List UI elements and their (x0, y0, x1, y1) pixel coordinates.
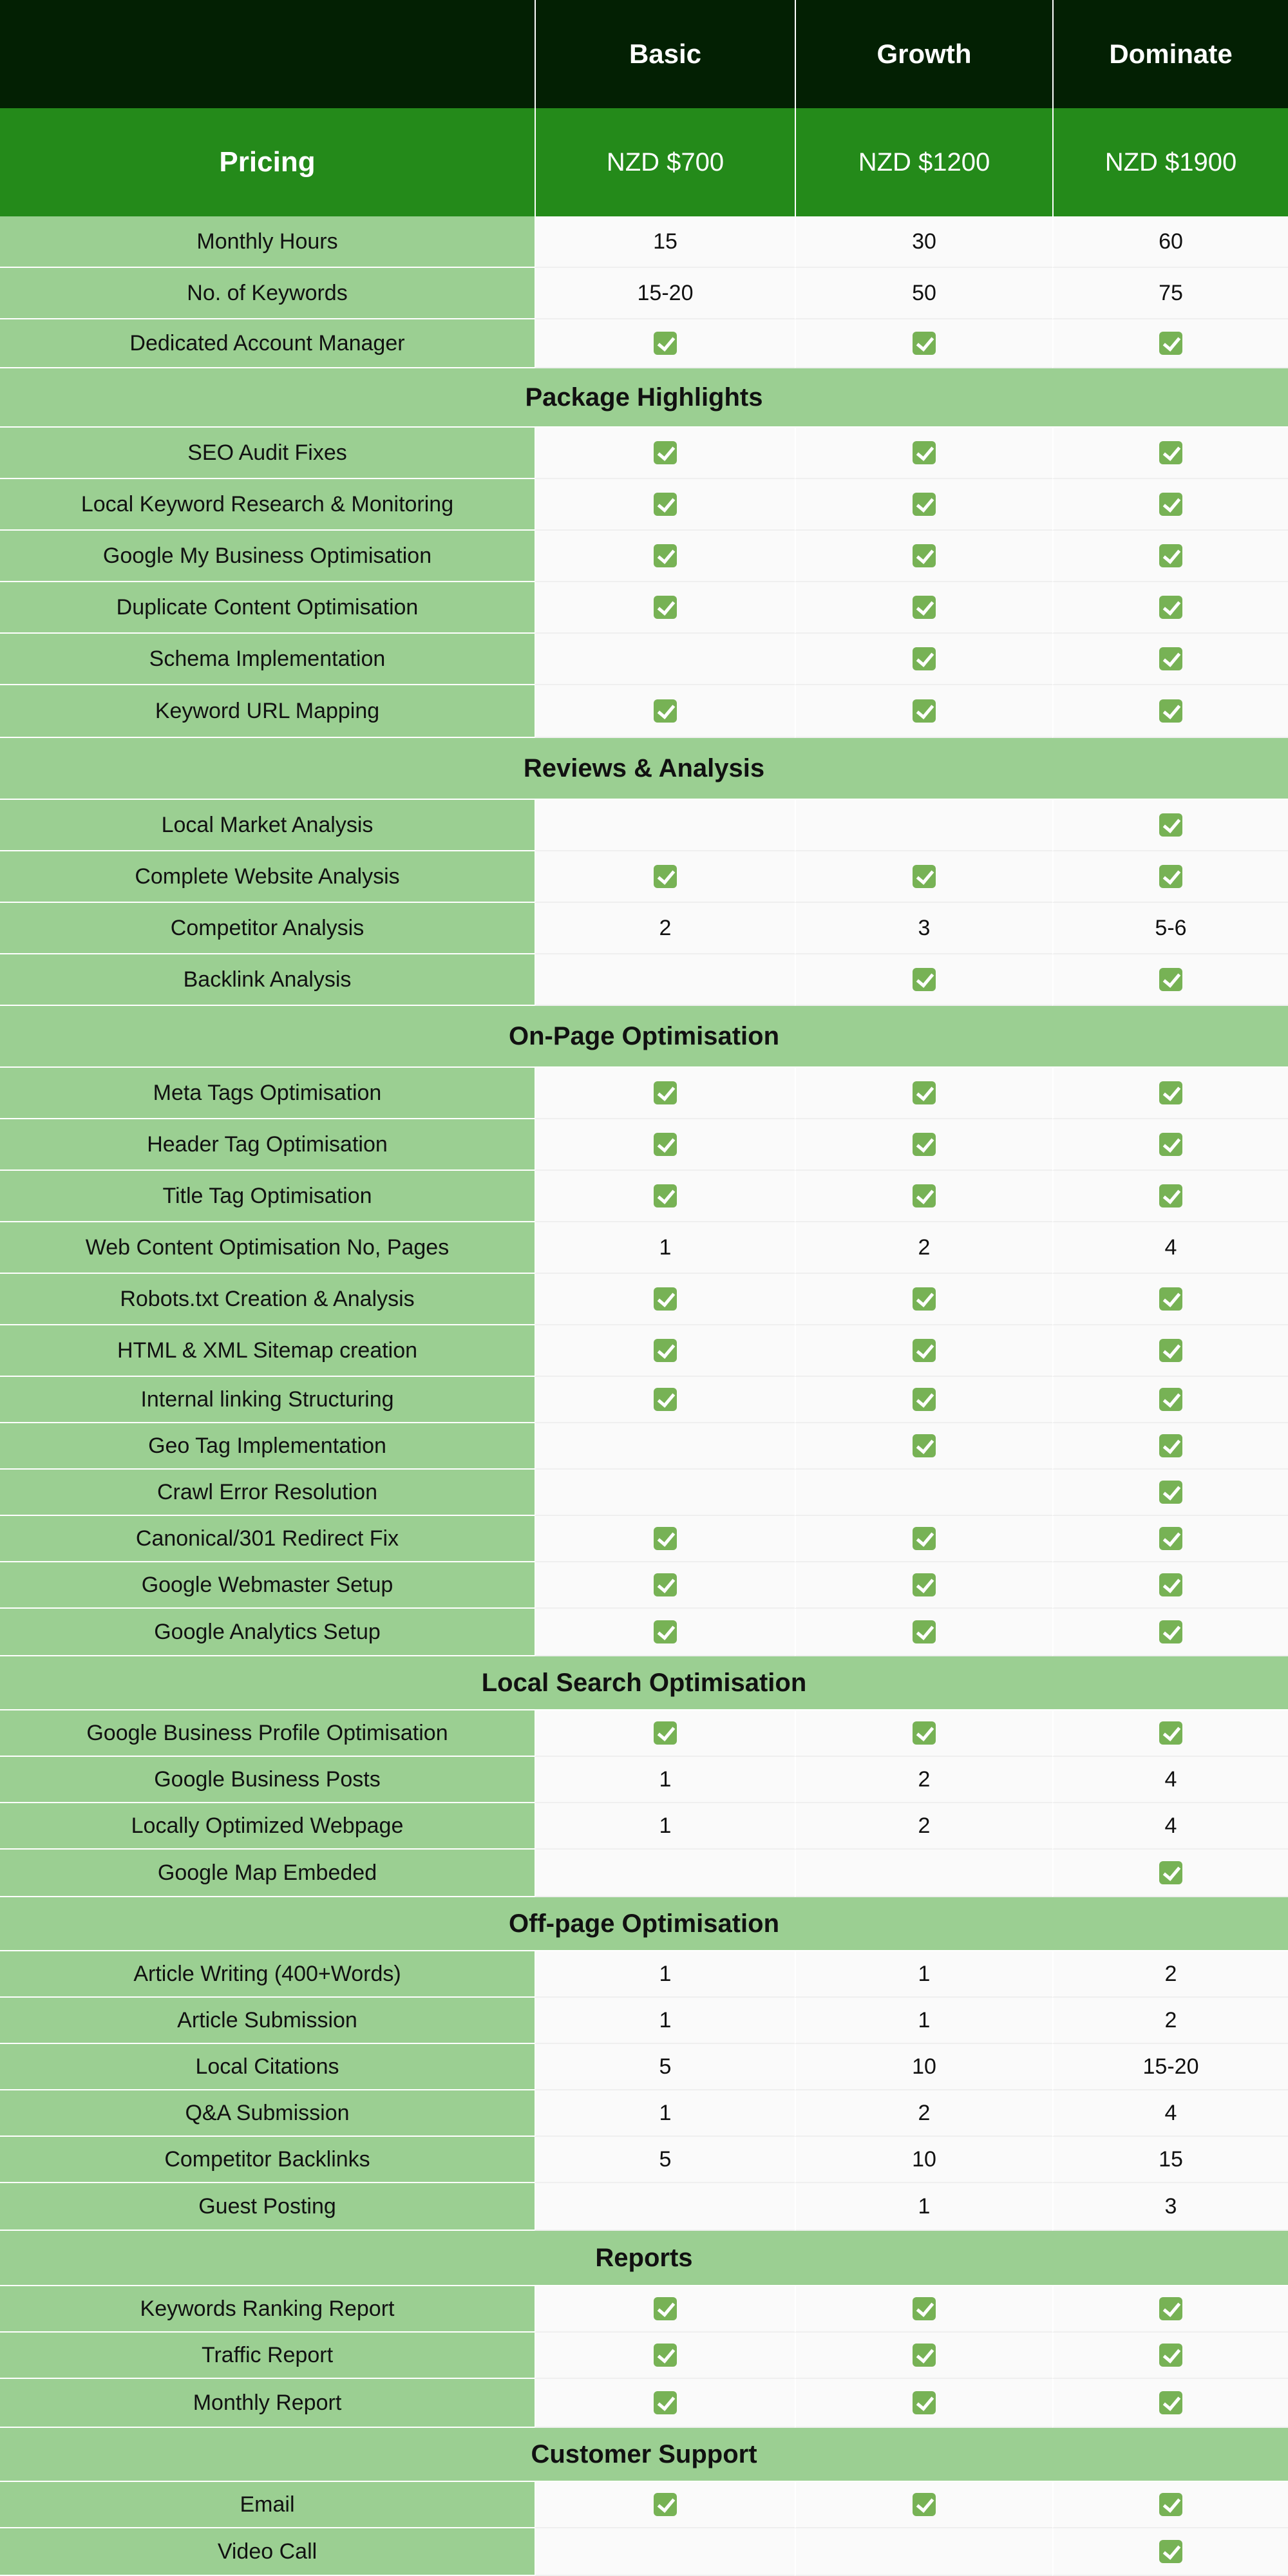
value-basic: 1 (535, 2090, 795, 2137)
feature-label: Complete Website Analysis (0, 851, 535, 903)
value-basic (535, 1562, 795, 1609)
section-header: Off-page Optimisation (0, 1897, 1288, 1951)
value-growth (795, 954, 1052, 1006)
table-row (0, 1951, 1288, 1998)
value-dominate: 4 (1052, 1757, 1288, 1803)
feature-label: Email (0, 2482, 535, 2528)
value-dominate (1052, 800, 1288, 851)
price-dominate: NZD $1900 (1052, 108, 1288, 216)
value-growth (795, 428, 1052, 479)
table-row (0, 851, 1288, 903)
pricing-label: Pricing (219, 146, 316, 178)
value-growth (795, 1274, 1052, 1325)
value-basic (535, 1274, 795, 1325)
value-dominate (1052, 531, 1288, 582)
value-growth (795, 582, 1052, 634)
check-mark-icon (913, 1081, 936, 1104)
table-row (0, 903, 1288, 954)
value-growth (795, 1423, 1052, 1470)
check-mark-icon (654, 2391, 677, 2414)
value-growth: 2 (795, 1803, 1052, 1850)
section-header: Reports (0, 2231, 1288, 2286)
value-dominate (1052, 1609, 1288, 1656)
value-basic (535, 1119, 795, 1171)
check-mark-icon (654, 2344, 677, 2367)
check-mark-icon (654, 1287, 677, 1311)
check-mark-icon (1159, 2344, 1182, 2367)
check-mark-icon (913, 441, 936, 464)
value-basic (535, 428, 795, 479)
value-basic (535, 800, 795, 851)
check-mark-icon (1159, 1434, 1182, 1457)
feature-label: Local Market Analysis (0, 800, 535, 851)
check-mark-icon (654, 2493, 677, 2516)
feature-label: Schema Implementation (0, 634, 535, 685)
value-dominate (1052, 1516, 1288, 1562)
value-growth (795, 319, 1052, 368)
feature-label: Backlink Analysis (0, 954, 535, 1006)
plan-name-growth: Growth (795, 0, 1052, 108)
table-row (0, 1562, 1288, 1609)
value-basic (535, 634, 795, 685)
table-row (0, 1222, 1288, 1274)
header-corner (0, 0, 535, 108)
value-growth (795, 2528, 1052, 2576)
check-mark-icon (1159, 1133, 1182, 1156)
value-basic: 15 (535, 216, 795, 268)
check-mark-icon (1159, 647, 1182, 670)
table-row (0, 319, 1288, 368)
feature-label: Google Analytics Setup (0, 1609, 535, 1656)
section-header: Reviews & Analysis (0, 738, 1288, 800)
check-mark-icon (913, 2344, 936, 2367)
check-mark-icon (1159, 1527, 1182, 1550)
value-dominate (1052, 2528, 1288, 2576)
plan-name-basic: Basic (535, 0, 795, 108)
value-dominate: 15-20 (1052, 2044, 1288, 2090)
value-dominate (1052, 1325, 1288, 1377)
check-mark-icon (654, 2297, 677, 2320)
table-row (0, 2528, 1288, 2576)
check-mark-icon (1159, 1184, 1182, 1208)
check-mark-icon (1159, 2297, 1182, 2320)
check-mark-icon (654, 1721, 677, 1745)
value-dominate (1052, 1710, 1288, 1757)
value-basic: 1 (535, 1222, 795, 1274)
value-growth (795, 851, 1052, 903)
feature-label: Google Webmaster Setup (0, 1562, 535, 1609)
feature-label: Canonical/301 Redirect Fix (0, 1516, 535, 1562)
check-mark-icon (913, 544, 936, 567)
table-row (0, 2286, 1288, 2333)
value-growth: 1 (795, 1951, 1052, 1998)
check-mark-icon (654, 1081, 677, 1104)
section-header: Package Highlights (0, 368, 1288, 428)
feature-label: No. of Keywords (0, 268, 535, 319)
value-basic (535, 479, 795, 531)
price-basic: NZD $700 (535, 108, 795, 216)
value-dominate (1052, 685, 1288, 738)
table-row (0, 2333, 1288, 2379)
section-header: Local Search Optimisation (0, 1656, 1288, 1710)
check-mark-icon (913, 865, 936, 888)
value-dominate: 2 (1052, 1998, 1288, 2044)
check-mark-icon (913, 596, 936, 619)
value-growth (795, 1850, 1052, 1897)
value-basic: 1 (535, 1998, 795, 2044)
value-basic (535, 1423, 795, 1470)
value-dominate (1052, 1850, 1288, 1897)
check-mark-icon (1159, 596, 1182, 619)
value-growth (795, 1609, 1052, 1656)
value-dominate (1052, 1562, 1288, 1609)
feature-label: Keywords Ranking Report (0, 2286, 535, 2333)
feature-label: Google Business Posts (0, 1757, 535, 1803)
check-mark-icon (913, 1620, 936, 1643)
table-row (0, 268, 1288, 319)
feature-label: Duplicate Content Optimisation (0, 582, 535, 634)
feature-label: Monthly Report (0, 2379, 535, 2428)
check-mark-icon (1159, 2391, 1182, 2414)
table-row (0, 1803, 1288, 1850)
feature-label: Guest Posting (0, 2183, 535, 2231)
value-dominate (1052, 1171, 1288, 1222)
table-row (0, 685, 1288, 738)
value-growth: 3 (795, 903, 1052, 954)
value-growth (795, 685, 1052, 738)
value-basic: 1 (535, 1757, 795, 1803)
value-dominate (1052, 2286, 1288, 2333)
table-row (0, 2044, 1288, 2090)
value-dominate (1052, 428, 1288, 479)
table-row (0, 2379, 1288, 2428)
check-mark-icon (913, 1133, 936, 1156)
value-basic (535, 2528, 795, 2576)
value-basic (535, 2333, 795, 2379)
table-row (0, 582, 1288, 634)
check-mark-icon (1159, 1481, 1182, 1504)
check-mark-icon (913, 699, 936, 723)
check-mark-icon (1159, 1861, 1182, 1884)
check-mark-icon (1159, 1721, 1182, 1745)
value-basic (535, 1850, 795, 1897)
section-header: Customer Support (0, 2428, 1288, 2482)
check-mark-icon (913, 493, 936, 516)
check-mark-icon (1159, 1620, 1182, 1643)
feature-label: Dedicated Account Manager (0, 319, 535, 368)
check-mark-icon (1159, 1339, 1182, 1362)
value-dominate (1052, 2379, 1288, 2428)
value-growth (795, 1710, 1052, 1757)
value-growth: 2 (795, 2090, 1052, 2137)
value-growth (795, 634, 1052, 685)
value-basic (535, 2482, 795, 2528)
value-basic (535, 851, 795, 903)
feature-label: Keyword URL Mapping (0, 685, 535, 738)
check-mark-icon (913, 1573, 936, 1596)
value-growth: 2 (795, 1222, 1052, 1274)
table-row (0, 2183, 1288, 2231)
value-basic: 2 (535, 903, 795, 954)
value-basic (535, 1710, 795, 1757)
value-dominate (1052, 1423, 1288, 1470)
check-mark-icon (913, 1184, 936, 1208)
value-dominate (1052, 1068, 1288, 1119)
check-mark-icon (654, 1339, 677, 1362)
check-mark-icon (654, 332, 677, 355)
value-dominate (1052, 1377, 1288, 1423)
value-growth (795, 1171, 1052, 1222)
check-mark-icon (654, 1620, 677, 1643)
value-growth: 1 (795, 1998, 1052, 2044)
table-row (0, 479, 1288, 531)
value-dominate (1052, 582, 1288, 634)
plan-header-row (0, 0, 1288, 108)
value-growth (795, 2482, 1052, 2528)
feature-label: Meta Tags Optimisation (0, 1068, 535, 1119)
feature-label: Article Submission (0, 1998, 535, 2044)
value-growth: 10 (795, 2044, 1052, 2090)
value-basic (535, 1325, 795, 1377)
value-dominate: 4 (1052, 1803, 1288, 1850)
value-growth (795, 1377, 1052, 1423)
value-dominate (1052, 1274, 1288, 1325)
value-dominate (1052, 2333, 1288, 2379)
check-mark-icon (654, 1527, 677, 1550)
value-dominate: 5-6 (1052, 903, 1288, 954)
value-growth (795, 1068, 1052, 1119)
table-row (0, 1998, 1288, 2044)
check-mark-icon (654, 1133, 677, 1156)
check-mark-icon (1159, 544, 1182, 567)
plan-name-dominate: Dominate (1052, 0, 1288, 108)
table-row (0, 954, 1288, 1006)
check-mark-icon (913, 1287, 936, 1311)
check-mark-icon (913, 2297, 936, 2320)
feature-label: Local Citations (0, 2044, 535, 2090)
value-basic: 1 (535, 1951, 795, 1998)
value-dominate (1052, 634, 1288, 685)
feature-label: Google Business Profile Optimisation (0, 1710, 535, 1757)
check-mark-icon (1159, 2493, 1182, 2516)
table-row (0, 2090, 1288, 2137)
check-mark-icon (1159, 699, 1182, 723)
check-mark-icon (913, 1434, 936, 1457)
feature-label: Video Call (0, 2528, 535, 2576)
value-dominate: 2 (1052, 1951, 1288, 1998)
check-mark-icon (913, 647, 936, 670)
check-mark-icon (654, 493, 677, 516)
check-mark-icon (913, 1388, 936, 1411)
value-basic: 5 (535, 2137, 795, 2183)
value-growth (795, 2286, 1052, 2333)
value-dominate (1052, 2482, 1288, 2528)
value-growth (795, 1562, 1052, 1609)
value-growth: 30 (795, 216, 1052, 268)
table-row (0, 1325, 1288, 1377)
value-basic (535, 1516, 795, 1562)
value-dominate: 75 (1052, 268, 1288, 319)
table-row (0, 1757, 1288, 1803)
value-basic: 15-20 (535, 268, 795, 319)
section-header: On-Page Optimisation (0, 1006, 1288, 1068)
feature-label: Crawl Error Resolution (0, 1470, 535, 1516)
table-row (0, 1423, 1288, 1470)
feature-label: Monthly Hours (0, 216, 535, 268)
value-growth (795, 1516, 1052, 1562)
check-mark-icon (654, 699, 677, 723)
table-row (0, 1068, 1288, 1119)
check-mark-icon (1159, 2540, 1182, 2563)
value-growth: 50 (795, 268, 1052, 319)
value-basic (535, 1609, 795, 1656)
check-mark-icon (1159, 813, 1182, 837)
check-mark-icon (913, 1721, 936, 1745)
check-mark-icon (654, 441, 677, 464)
value-basic: 1 (535, 1803, 795, 1850)
feature-label: SEO Audit Fixes (0, 428, 535, 479)
pricing-row (0, 108, 1288, 216)
value-growth (795, 531, 1052, 582)
value-growth (795, 1119, 1052, 1171)
check-mark-icon (654, 1388, 677, 1411)
feature-label: Header Tag Optimisation (0, 1119, 535, 1171)
value-basic (535, 1068, 795, 1119)
feature-label: Competitor Backlinks (0, 2137, 535, 2183)
feature-label: Robots.txt Creation & Analysis (0, 1274, 535, 1325)
value-growth (795, 2333, 1052, 2379)
value-basic (535, 954, 795, 1006)
feature-label: Local Keyword Research & Monitoring (0, 479, 535, 531)
value-basic (535, 319, 795, 368)
check-mark-icon (913, 968, 936, 991)
check-mark-icon (1159, 1573, 1182, 1596)
value-dominate (1052, 1119, 1288, 1171)
value-dominate: 4 (1052, 1222, 1288, 1274)
value-basic (535, 531, 795, 582)
table-row (0, 800, 1288, 851)
value-growth (795, 800, 1052, 851)
table-row (0, 1516, 1288, 1562)
value-basic (535, 685, 795, 738)
check-mark-icon (654, 865, 677, 888)
value-growth (795, 2379, 1052, 2428)
value-dominate (1052, 851, 1288, 903)
feature-label: Title Tag Optimisation (0, 1171, 535, 1222)
value-basic (535, 2183, 795, 2231)
table-row (0, 1609, 1288, 1656)
value-dominate (1052, 1470, 1288, 1516)
value-dominate: 60 (1052, 216, 1288, 268)
feature-label: Q&A Submission (0, 2090, 535, 2137)
value-basic (535, 1377, 795, 1423)
table-row (0, 216, 1288, 268)
feature-label: HTML & XML Sitemap creation (0, 1325, 535, 1377)
value-growth (795, 1470, 1052, 1516)
table-row (0, 428, 1288, 479)
check-mark-icon (913, 332, 936, 355)
check-mark-icon (1159, 1287, 1182, 1311)
check-mark-icon (1159, 865, 1182, 888)
value-growth: 10 (795, 2137, 1052, 2183)
value-basic (535, 582, 795, 634)
check-mark-icon (654, 596, 677, 619)
feature-label: Google My Business Optimisation (0, 531, 535, 582)
table-row (0, 2137, 1288, 2183)
feature-label: Google Map Embeded (0, 1850, 535, 1897)
value-basic (535, 1470, 795, 1516)
table-row (0, 1274, 1288, 1325)
value-dominate (1052, 319, 1288, 368)
table-row (0, 1119, 1288, 1171)
value-dominate (1052, 954, 1288, 1006)
table-row (0, 1171, 1288, 1222)
check-mark-icon (913, 1527, 936, 1550)
table-row (0, 634, 1288, 685)
check-mark-icon (1159, 968, 1182, 991)
value-dominate (1052, 479, 1288, 531)
value-growth: 2 (795, 1757, 1052, 1803)
check-mark-icon (654, 1184, 677, 1208)
check-mark-icon (654, 544, 677, 567)
check-mark-icon (1159, 493, 1182, 516)
value-dominate: 15 (1052, 2137, 1288, 2183)
value-dominate: 3 (1052, 2183, 1288, 2231)
value-growth (795, 479, 1052, 531)
feature-label: Geo Tag Implementation (0, 1423, 535, 1470)
feature-label: Competitor Analysis (0, 903, 535, 954)
value-growth: 1 (795, 2183, 1052, 2231)
table-row (0, 1377, 1288, 1423)
value-basic (535, 2379, 795, 2428)
check-mark-icon (913, 1339, 936, 1362)
check-mark-icon (654, 1573, 677, 1596)
feature-label: Article Writing (400+Words) (0, 1951, 535, 1998)
value-dominate: 4 (1052, 2090, 1288, 2137)
table-row (0, 1850, 1288, 1897)
value-basic (535, 2286, 795, 2333)
table-row (0, 1470, 1288, 1516)
feature-label: Internal linking Structuring (0, 1377, 535, 1423)
table-row (0, 2482, 1288, 2528)
check-mark-icon (913, 2493, 936, 2516)
value-basic: 5 (535, 2044, 795, 2090)
table-row (0, 531, 1288, 582)
check-mark-icon (1159, 441, 1182, 464)
check-mark-icon (1159, 1081, 1182, 1104)
check-mark-icon (1159, 332, 1182, 355)
table-row (0, 1710, 1288, 1757)
feature-label: Traffic Report (0, 2333, 535, 2379)
feature-label: Web Content Optimisation No, Pages (0, 1222, 535, 1274)
feature-label: Locally Optimized Webpage (0, 1803, 535, 1850)
check-mark-icon (913, 2391, 936, 2414)
price-growth: NZD $1200 (795, 108, 1052, 216)
value-basic (535, 1171, 795, 1222)
value-growth (795, 1325, 1052, 1377)
check-mark-icon (1159, 1388, 1182, 1411)
